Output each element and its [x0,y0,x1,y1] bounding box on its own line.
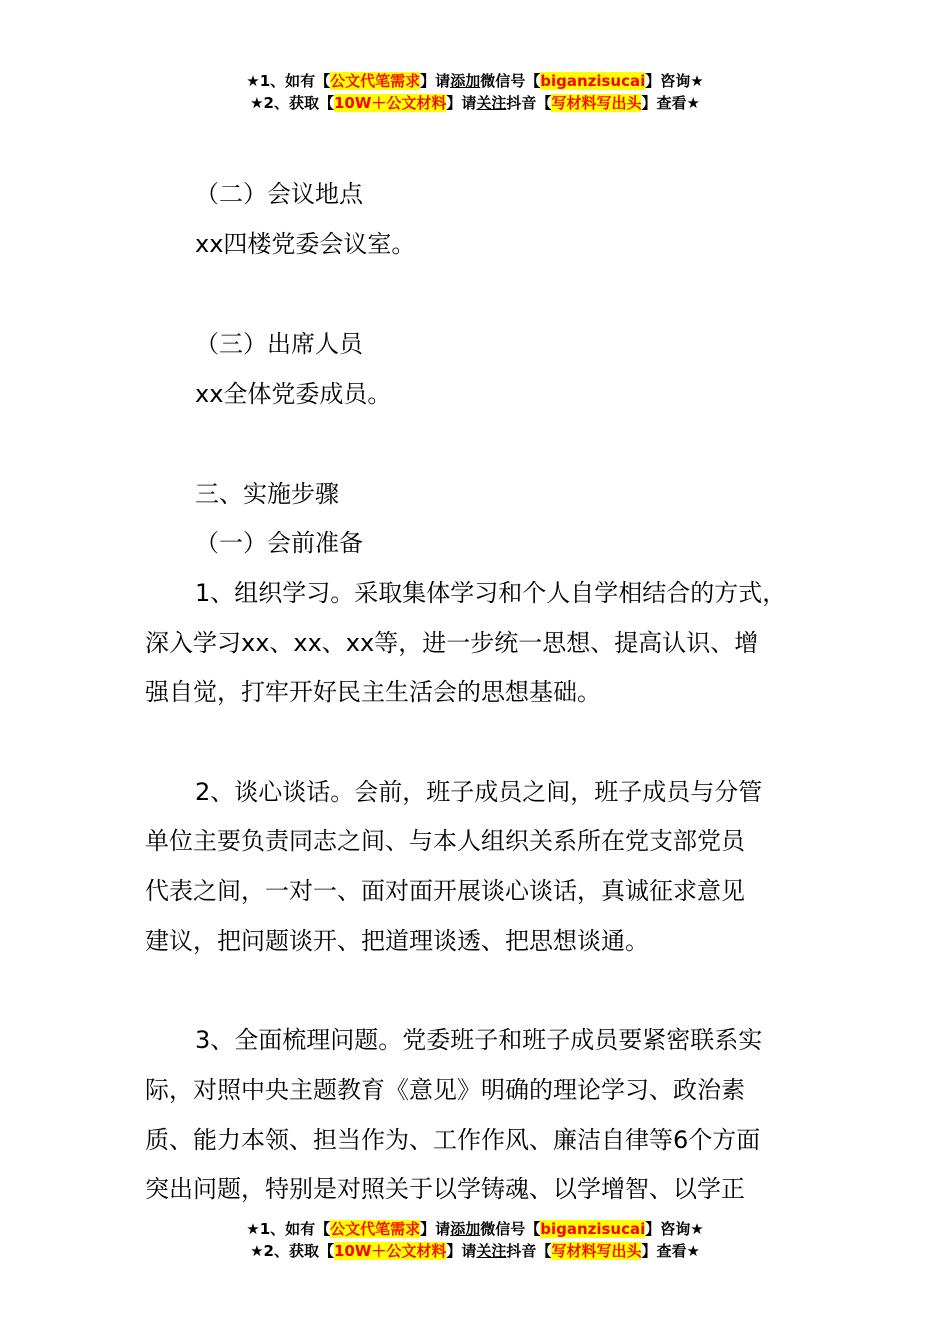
paragraph-line: 质、能力本领、担当作为、工作作风、廉洁自律等6个方面 [145,1126,761,1154]
banner-text: 】查看★ [641,94,700,112]
highlight-service: 公文代笔需求 [330,72,421,90]
banner-text: 】咨询★ [645,1220,704,1238]
paragraph-line: 代表之间，一对一、面对面开展谈心谈话，真诚征求意见 [145,877,745,905]
banner-text: 微信号【 [480,1220,541,1238]
banner-line-1 [0,70,950,92]
banner-text: ★1、如有【 [246,72,331,90]
paragraph-line: 际，对照中央主题教育《意见》明确的理论学习、政治素 [145,1076,745,1104]
banner-text: 抖音【 [506,1242,552,1260]
banner-text: 抖音【 [506,94,552,112]
paragraph-line: 强自觉，打牢开好民主生活会的思想基础。 [145,678,601,706]
banner-text: ★2、获取【 [250,1242,334,1260]
banner-underline: 关注 [476,94,507,112]
highlight-douyin: 写材料写出头 [551,1242,642,1260]
banner-underline: 添加 [450,1220,481,1238]
paragraph-line: 单位主要负责同志之间、与本人组织关系所在党支部党员 [145,827,745,855]
paragraph-line: 深入学习xx、xx、xx等，进一步统一思想、提高认识、增 [145,629,759,657]
highlight-materials: 10W＋公文材料 [333,1242,447,1260]
heading-preparation: （一）会前准备 [195,529,363,557]
paragraph-line: 1、组织学习。采取集体学习和个人自学相结合的方式， [195,579,787,607]
top-banner [0,70,950,114]
highlight-service: 公文代笔需求 [330,1220,421,1238]
paragraph-line: 突出问题，特别是对照关于以学铸魂、以学增智、以学正 [145,1175,745,1203]
highlight-wechat-id: biganzisucai [540,72,646,90]
highlight-douyin: 写材料写出头 [551,94,642,112]
banner-text: 微信号【 [480,72,541,90]
banner-text: 】请 [446,94,477,112]
banner-text: ★1、如有【 [246,1220,331,1238]
location-text: xx四楼党委会议室。 [195,230,416,258]
highlight-materials: 10W＋公文材料 [333,94,447,112]
banner-text: 】请 [420,1220,451,1238]
banner-text: ★2、获取【 [250,94,334,112]
banner-line-2 [0,1240,950,1262]
banner-text: 】请 [420,72,451,90]
heading-attendees: （三）出席人员 [195,330,363,358]
banner-line-2 [0,92,950,114]
paragraph-line: 3、全面梳理问题。党委班子和班子成员要紧密联系实 [195,1026,763,1054]
highlight-wechat-id: biganzisucai [540,1220,646,1238]
banner-text: 】请 [446,1242,477,1260]
heading-location: （二）会议地点 [195,180,363,208]
banner-text: 】查看★ [641,1242,700,1260]
banner-text: 】咨询★ [645,72,704,90]
banner-underline: 关注 [476,1242,507,1260]
banner-underline: 添加 [450,72,481,90]
banner-line-1 [0,1218,950,1240]
attendees-text: xx全体党委成员。 [195,380,392,408]
paragraph-line: 2、谈心谈话。会前，班子成员之间，班子成员与分管 [195,778,763,806]
paragraph-line: 建议，把问题谈开、把道理谈透、把思想谈通。 [145,927,649,955]
bottom-banner [0,1218,950,1262]
heading-steps: 三、实施步骤 [195,480,339,508]
